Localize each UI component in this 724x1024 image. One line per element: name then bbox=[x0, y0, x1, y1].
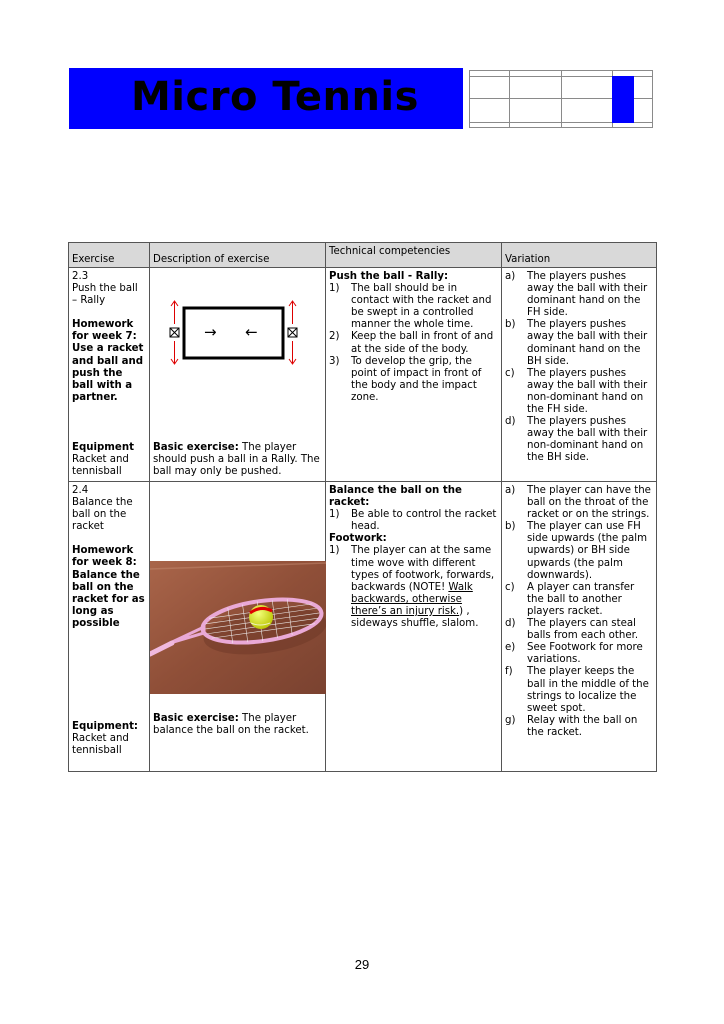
list-item: 2) Keep the ball in front of and at the side of the body. bbox=[329, 331, 494, 355]
table-row bbox=[69, 268, 657, 482]
technical-list bbox=[329, 283, 498, 404]
homework-text: Homework for week 7: Use a racket and ball and push the ball with a partner. bbox=[72, 319, 144, 403]
technical-cell bbox=[326, 482, 502, 772]
variation-cell bbox=[502, 268, 657, 482]
equipment-label: Equipment: bbox=[72, 720, 139, 732]
equipment-text: Racket and tennisball bbox=[72, 453, 129, 477]
list-item: b) The player can use FH side upwards (the palm upwards) or BH side upwards (the palm downwards). bbox=[505, 521, 648, 581]
page-title: Micro Tennis bbox=[131, 74, 419, 120]
table-header-row bbox=[69, 243, 657, 268]
list-item: 1) The player can at the same time wove with different types of footwork, forwards, backwards (NOTE! Walk backwards, otherwise there’s an injury risk.) , sideways shuffle, slalom. bbox=[329, 545, 495, 630]
header-grid-decoration bbox=[469, 70, 653, 128]
description-cell bbox=[150, 268, 326, 482]
list-item: d) The players can steal balls from each other. bbox=[505, 618, 639, 642]
list-item: a) The player can have the ball on the throat of the racket or on the strings. bbox=[505, 485, 651, 521]
list-item: 1) Be able to control the racket head. bbox=[329, 509, 497, 533]
list-item: c) The players pushes away the ball with their non-dominant hand on the FH side. bbox=[505, 367, 648, 416]
list-item: d) The players pushes away the ball with their non-dominant hand on the BH side. bbox=[505, 416, 648, 464]
list-item: 3) To develop the grip, the point of impact in front of the body and the impact zone. bbox=[329, 355, 482, 403]
column-header-variation: Variation bbox=[502, 243, 657, 268]
basic-exercise-text: Basic exercise: The player balance the ball on the racket. bbox=[153, 712, 309, 736]
column-header-description: Description of exercise bbox=[150, 243, 326, 268]
exercise-name: Push the ball – Rally bbox=[72, 283, 138, 307]
table-row bbox=[69, 482, 657, 772]
description-cell bbox=[150, 482, 326, 772]
page-number: 29 bbox=[354, 957, 370, 972]
column-header-exercise: Exercise bbox=[69, 243, 150, 268]
exercise-table bbox=[68, 242, 657, 772]
technical-list bbox=[329, 509, 498, 533]
list-item: a) The players pushes away the ball with their dominant hand on the FH side. bbox=[505, 271, 648, 319]
variation-list bbox=[505, 271, 653, 465]
exercise-number: 2.3 bbox=[72, 271, 89, 282]
footwork-list bbox=[329, 545, 498, 630]
exercise-cell bbox=[69, 482, 150, 772]
list-item: f) The player keeps the ball in the middle of the strings to localize the sweet spot. bbox=[505, 666, 649, 714]
homework-text: Homework for week 8: Balance the ball on the racket for as long as possible bbox=[72, 545, 145, 629]
racket-ball-photo bbox=[150, 561, 326, 694]
exercise-number: 2.4 bbox=[72, 485, 89, 496]
list-item: e) See Footwork for more variations. bbox=[505, 642, 643, 666]
title-banner bbox=[69, 68, 463, 129]
exercise-cell bbox=[69, 268, 150, 482]
exercise-name: Balance the ball on the racket bbox=[72, 497, 133, 533]
technical-cell bbox=[326, 268, 502, 482]
technical-heading: Balance the ball on the racket: bbox=[329, 485, 462, 509]
injury-warning: Walk backwards, otherwise there’s an injury risk. bbox=[351, 581, 473, 617]
list-item: 1) The ball should be in contact with the racket and be swept in a controlled manner the whole time. bbox=[329, 283, 492, 331]
list-item: b) The players pushes away the ball with their dominant hand on the BH side. bbox=[505, 319, 648, 367]
basic-exercise-text: Basic exercise: The player should push a ball in a Rally. The ball may only be pushed. bbox=[153, 441, 320, 477]
technical-heading: Push the ball - Rally: bbox=[329, 271, 449, 282]
variation-list bbox=[505, 485, 653, 739]
column-header-technical: Technical competencies bbox=[326, 243, 502, 268]
list-item: g) Relay with the ball on the racket. bbox=[505, 714, 638, 738]
diagram-arrows: → ← bbox=[204, 323, 258, 341]
equipment-label: Equipment bbox=[72, 441, 134, 453]
equipment-text: Racket and tennisball bbox=[72, 732, 129, 756]
list-item: c) A player can transfer the ball to another players racket. bbox=[505, 581, 635, 617]
footwork-heading: Footwork: bbox=[329, 533, 387, 545]
variation-cell bbox=[502, 482, 657, 772]
rally-court-diagram bbox=[164, 298, 324, 368]
